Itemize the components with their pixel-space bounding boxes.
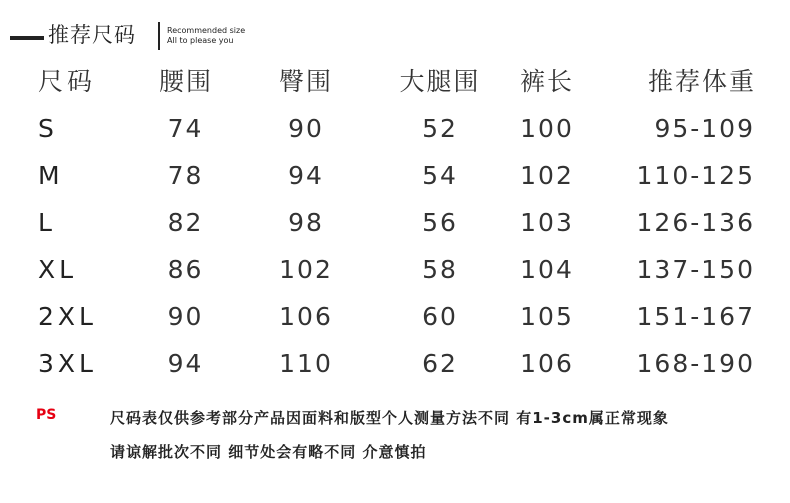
header-divider xyxy=(158,22,160,50)
table-row xyxy=(0,201,790,245)
table-cell: 90 xyxy=(288,114,324,143)
header-subtitle-line1: Recommended size xyxy=(167,26,246,35)
note-line-1: 尺码表仅供参考部分产品因面料和版型个人测量方法不同 有1-3cm属正常现象 xyxy=(110,409,669,427)
table-cell: 102 xyxy=(520,161,574,190)
column-header: 推荐体重 xyxy=(647,67,756,96)
table-cell: 105 xyxy=(520,302,574,331)
table-cell: 58 xyxy=(422,255,458,284)
table-cell: 94 xyxy=(288,161,324,190)
table-cell: 106 xyxy=(279,302,333,331)
table-cell: 110-125 xyxy=(636,161,755,190)
ps-label: PS xyxy=(36,407,57,423)
table-cell: 74 xyxy=(167,114,204,143)
table-header-row xyxy=(0,60,790,104)
table-cell: 86 xyxy=(167,255,204,284)
table-cell: 90 xyxy=(167,302,204,331)
size-cell: 2XL xyxy=(38,302,97,331)
table-cell: 94 xyxy=(167,349,204,378)
header-accent-bar xyxy=(10,36,44,40)
size-cell: S xyxy=(38,114,58,143)
table-cell: 126-136 xyxy=(636,208,755,237)
size-cell: L xyxy=(38,208,56,237)
table-row xyxy=(0,342,790,386)
size-cell: XL xyxy=(38,255,78,284)
page-title: 推荐尺码 xyxy=(48,23,136,47)
table-cell: 52 xyxy=(422,114,458,143)
table-cell: 110 xyxy=(279,349,333,378)
column-header: 尺码 xyxy=(38,67,97,96)
table-cell: 168-190 xyxy=(636,349,755,378)
table-cell: 78 xyxy=(167,161,204,190)
table-cell: 95-109 xyxy=(654,114,755,143)
table-cell: 151-167 xyxy=(636,302,755,331)
header-subtitle-line2: All to please you xyxy=(167,36,234,45)
table-row xyxy=(0,295,790,339)
column-header: 裤长 xyxy=(519,67,574,96)
table-cell: 98 xyxy=(288,208,324,237)
table-cell: 102 xyxy=(279,255,333,284)
column-header: 大腿围 xyxy=(399,67,481,96)
table-row xyxy=(0,248,790,292)
note-line-2: 请谅解批次不同 细节处会有略不同 介意慎拍 xyxy=(110,443,427,461)
column-header: 臀围 xyxy=(278,67,333,96)
table-cell: 56 xyxy=(422,208,458,237)
table-cell: 106 xyxy=(520,349,574,378)
header-subtitle xyxy=(167,26,245,46)
table-cell: 60 xyxy=(422,302,458,331)
table-cell: 62 xyxy=(422,349,458,378)
table-cell: 54 xyxy=(422,161,458,190)
size-cell: M xyxy=(38,161,64,190)
table-row xyxy=(0,107,790,151)
table-cell: 103 xyxy=(520,208,574,237)
table-cell: 104 xyxy=(520,255,574,284)
table-cell: 82 xyxy=(167,208,204,237)
table-cell: 137-150 xyxy=(636,255,755,284)
table-cell: 100 xyxy=(520,114,574,143)
table-row xyxy=(0,154,790,198)
column-header: 腰围 xyxy=(158,67,213,96)
size-cell: 3XL xyxy=(38,349,97,378)
